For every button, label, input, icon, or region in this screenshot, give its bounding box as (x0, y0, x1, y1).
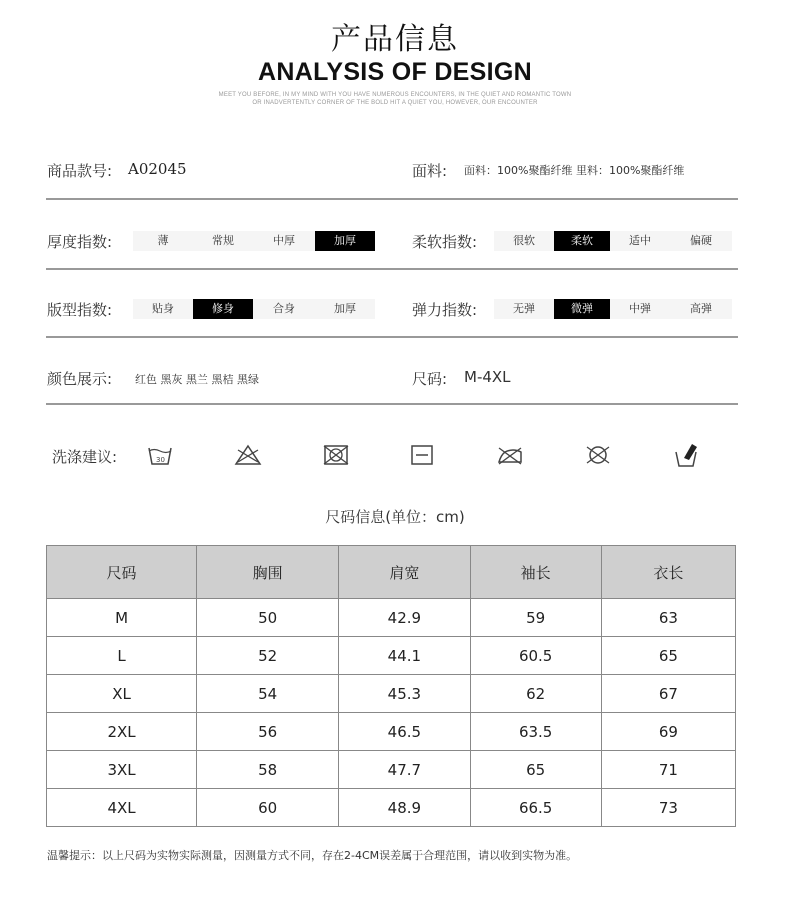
hand-wash-icon (145, 441, 175, 469)
table-cell: 65 (601, 637, 735, 675)
elasticity-option-slight-selected: 微弹 (554, 299, 610, 319)
no-dry-clean-icon (583, 441, 613, 469)
fit-options (133, 299, 375, 319)
table-cell: 65 (470, 751, 601, 789)
svg-text:30: 30 (156, 456, 165, 464)
elasticity-option-medium: 中弹 (610, 299, 670, 319)
table-cell: 44.1 (339, 637, 470, 675)
table-cell: 45.3 (339, 675, 470, 713)
thickness-options (133, 231, 375, 251)
table-cell: 73 (601, 789, 735, 827)
thickness-option-thin: 薄 (133, 231, 193, 251)
table-cell: 63.5 (470, 713, 601, 751)
table-cell: 46.5 (339, 713, 470, 751)
table-cell: 63 (601, 599, 735, 637)
table-cell: 3XL (47, 751, 197, 789)
fabric-label: 面料: (412, 162, 448, 180)
table-cell: 59 (470, 599, 601, 637)
product-code-label: 商品款号: (47, 162, 113, 180)
divider (46, 198, 738, 200)
table-cell: 47.7 (339, 751, 470, 789)
table-row (47, 789, 736, 827)
thickness-option-medium: 中厚 (253, 231, 315, 251)
table-cell: 69 (601, 713, 735, 751)
size-range-value: M-4XL (464, 368, 511, 386)
washing-icons (145, 441, 701, 469)
elasticity-options (494, 299, 732, 319)
size-note: 温馨提示：以上尺码为实物实际测量，因测量方式不同，存在2-4CM误差属于合理范围，请以收到实物为准。 (47, 849, 578, 862)
table-cell: 60.5 (470, 637, 601, 675)
professional-clean-icon (671, 441, 701, 469)
subtitle-line-2: OR INADVERTENTLY CORNER OF THE BOLD HIT A QUIET YOU, HOWEVER, OUR ENCOUNTER (252, 100, 538, 106)
table-cell: 56 (197, 713, 339, 751)
flat-dry-icon (407, 441, 437, 469)
size-table (46, 545, 736, 827)
thickness-label: 厚度指数: (47, 233, 113, 251)
no-tumble-dry-icon (321, 441, 351, 469)
size-table-header-row (47, 546, 736, 599)
softness-option-moderate: 适中 (610, 231, 670, 251)
fit-option-tight: 贴身 (133, 299, 193, 319)
header-size: 尺码 (47, 546, 197, 599)
header-chest: 胸围 (197, 546, 339, 599)
fit-option-slim-selected: 修身 (193, 299, 253, 319)
softness-options (494, 231, 732, 251)
table-row (47, 637, 736, 675)
softness-option-very-soft: 很软 (494, 231, 554, 251)
fit-option-thick: 加厚 (315, 299, 375, 319)
elasticity-label: 弹力指数: (412, 301, 478, 319)
thickness-option-regular: 常规 (193, 231, 253, 251)
softness-label: 柔软指数: (412, 233, 478, 251)
divider (46, 268, 738, 270)
header-sleeve: 袖长 (470, 546, 601, 599)
page-title-en: ANALYSIS OF DESIGN (258, 58, 532, 86)
colors-label: 颜色展示: (47, 370, 113, 388)
table-row (47, 599, 736, 637)
table-cell: M (47, 599, 197, 637)
table-cell: 42.9 (339, 599, 470, 637)
softness-option-hard: 偏硬 (670, 231, 732, 251)
table-cell: 66.5 (470, 789, 601, 827)
page-title-cn: 产品信息 (331, 22, 459, 57)
table-cell: 60 (197, 789, 339, 827)
washing-label: 洗涤建议: (52, 448, 118, 466)
fit-label: 版型指数: (47, 301, 113, 319)
colors-value: 红色 黑灰 黑兰 黑桔 黑绿 (135, 373, 259, 386)
fit-option-regular: 合身 (253, 299, 315, 319)
header-length: 衣长 (601, 546, 735, 599)
table-cell: 67 (601, 675, 735, 713)
no-bleach-icon (233, 441, 263, 469)
header-shoulder: 肩宽 (339, 546, 470, 599)
table-cell: 48.9 (339, 789, 470, 827)
table-cell: 58 (197, 751, 339, 789)
size-table-caption: 尺码信息(单位：cm) (325, 508, 465, 526)
table-row (47, 751, 736, 789)
low-iron-icon (495, 441, 525, 469)
table-row (47, 713, 736, 751)
softness-option-soft-selected: 柔软 (554, 231, 610, 251)
divider (46, 403, 738, 405)
thickness-option-thick-selected: 加厚 (315, 231, 375, 251)
table-cell: 4XL (47, 789, 197, 827)
elasticity-option-high: 高弹 (670, 299, 732, 319)
table-cell: 50 (197, 599, 339, 637)
size-range-label: 尺码: (412, 370, 448, 388)
table-row (47, 675, 736, 713)
table-cell: 2XL (47, 713, 197, 751)
table-cell: 52 (197, 637, 339, 675)
subtitle-line-1: MEET YOU BEFORE, IN MY MIND WITH YOU HAVE NUMEROUS ENCOUNTERS, IN THE QUIET AND ROMANTIC TOWN (218, 92, 572, 98)
table-cell: 54 (197, 675, 339, 713)
divider (46, 336, 738, 338)
product-code-value: A02045 (128, 160, 187, 178)
table-cell: XL (47, 675, 197, 713)
table-cell: 62 (470, 675, 601, 713)
fabric-value: 面料：100%聚酯纤维 里料：100%聚酯纤维 (464, 164, 685, 177)
table-cell: L (47, 637, 197, 675)
table-cell: 71 (601, 751, 735, 789)
elasticity-option-none: 无弹 (494, 299, 554, 319)
